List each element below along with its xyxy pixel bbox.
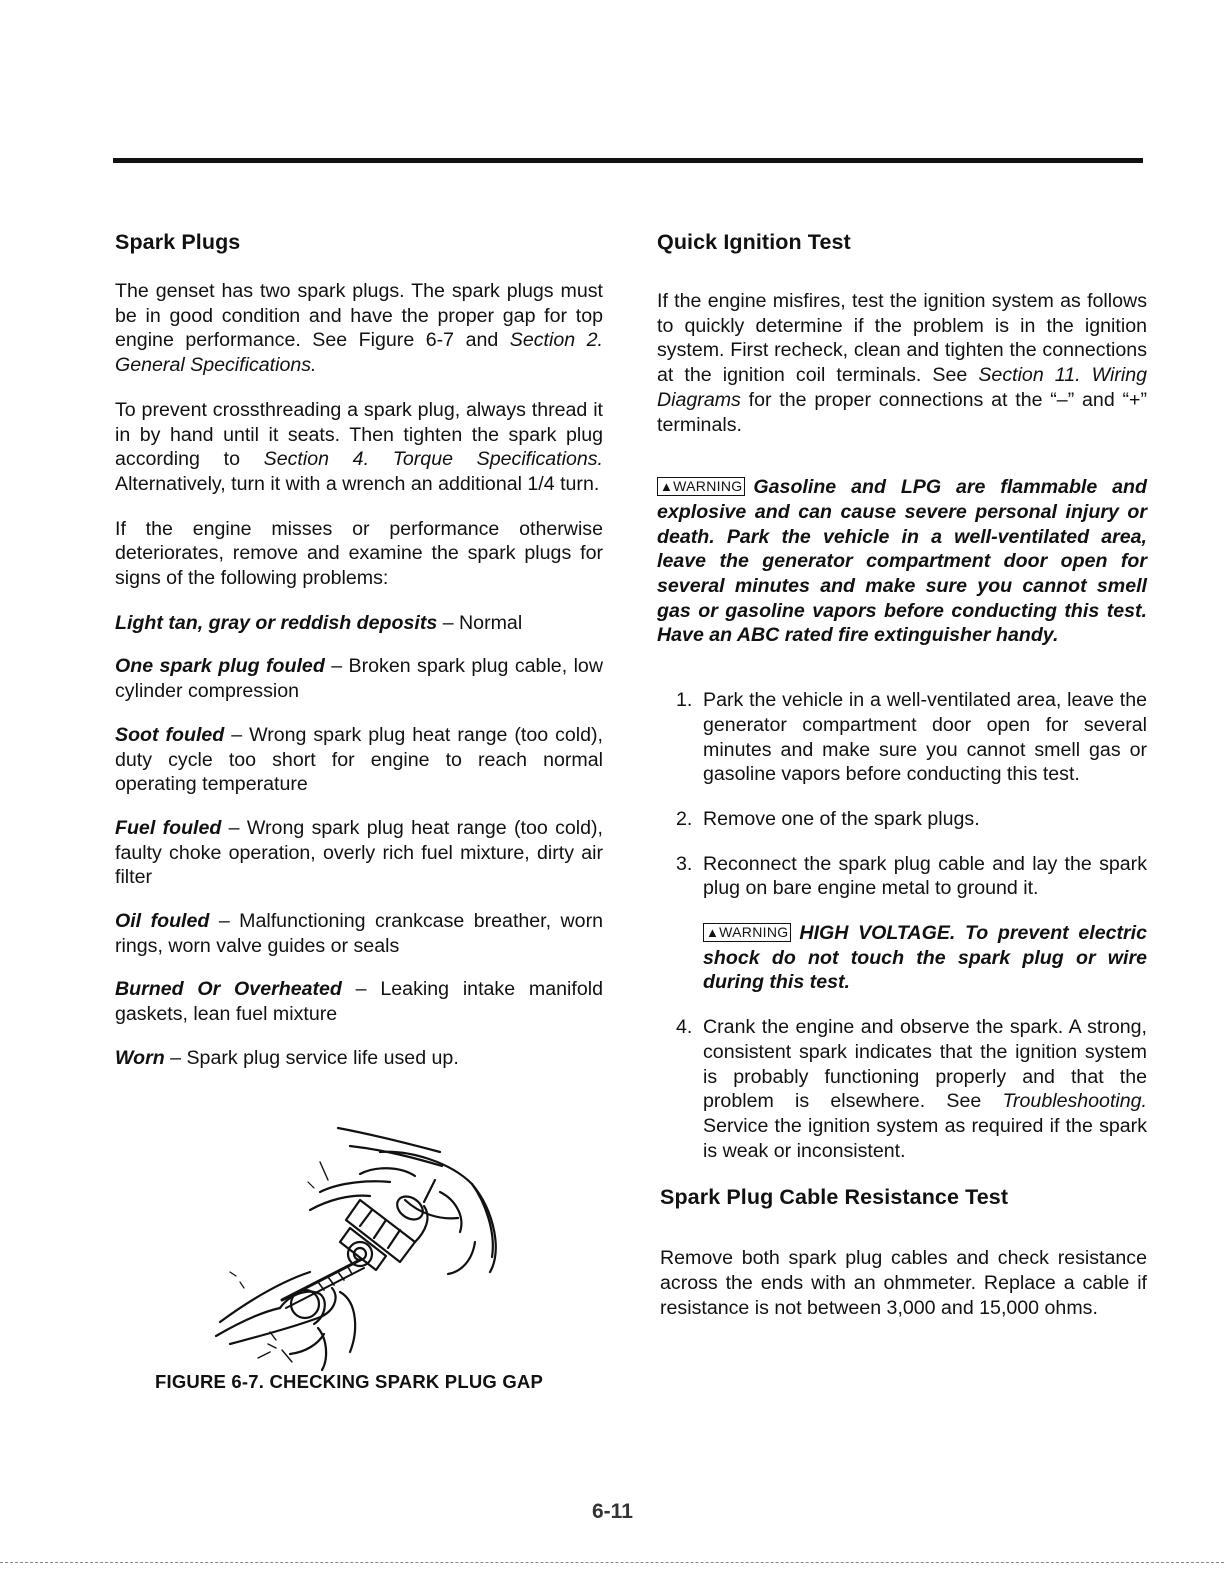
test-steps-list-continued (657, 1015, 1147, 1163)
footer-rule (0, 1562, 1224, 1563)
right-column (657, 230, 1147, 1321)
heading-spark-plugs: Spark Plugs (115, 230, 241, 254)
ref-wiring-diagrams: Section 11. Wiring Diagrams (657, 364, 1148, 411)
condition-one-plug-fouled: One spark plug fouled – Broken spark plug cable, low cylinder compression (115, 655, 603, 703)
condition-soot-fouled: Soot fouled – Wrong spark plug heat range (too cold), duty cycle too short for engine to reach normal operating temperature (115, 723, 604, 796)
heading-cable-resistance-test: Spark Plug Cable Resistance Test (660, 1185, 1009, 1210)
paragraph-crossthreading: To prevent crossthreading a spark plug, always thread it in by hand until it seats. Then tighten the spark plug according to Section 4. Torque Specifications. Alternatively, turn it with a wrench an additional 1/4 turn. (115, 398, 603, 495)
warning-flammable: ▲WARNING Gasoline and LPG are flammable and explosive and can cause severe personal injury or death. Park the vehicle in a well-ventilated area, leave the generator compartment door open for several minutes and make sure you cannot smell gas or gasoline vapors before conducting this test. Have an ABC rated fire extinguisher handy. (657, 476, 1147, 647)
warning-triangle-icon: ▲ (660, 479, 674, 495)
condition-fuel-fouled: Fuel fouled – Wrong spark plug heat range (too cold), faulty choke operation, overly rich fuel mixture, dirty air filter (115, 816, 604, 889)
heading-quick-ignition-test: Quick Ignition Test (657, 230, 851, 254)
list-item: 4. Crank the engine and observe the spark. A strong, consistent spark indicates that the ignition system is probably functioning properly and that the problem is elsewhere. See Troubleshooting. Service the ignition system as required if the spark is weak or inconsistent. (676, 1016, 1147, 1162)
test-steps-list (657, 688, 1147, 901)
paragraph-intro: The genset has two spark plugs. The spark plugs must be in good condition and have the proper gap for top engine performance. See Figure 6-7 and Section 2. General Specifications. (115, 280, 603, 377)
condition-worn: Worn – Spark plug service life used up. (115, 1046, 459, 1069)
condition-normal: Light tan, gray or reddish deposits – Normal (115, 611, 523, 634)
condition-term: Worn (115, 1046, 165, 1069)
condition-burned-overheated: Burned Or Overheated – Leaking intake manifold gaskets, lean fuel mixture (115, 978, 603, 1026)
condition-term: Burned Or Overheated (115, 978, 342, 1001)
ref-torque-specifications: Section 4. Torque Specifications. (263, 448, 603, 471)
list-item: 3. Reconnect the spark plug cable and lay the spark plug on bare engine metal to ground it. (676, 852, 1147, 900)
page-number: 6-11 (592, 1500, 633, 1523)
header-rule (113, 158, 1143, 163)
condition-oil-fouled: Oil fouled – Malfunctioning crankcase breather, worn rings, worn valve guides or seals (115, 910, 603, 957)
paragraph-misfire: If the engine misfires, test the ignition system as follows to quickly determine if the problem is in the ignition system. First recheck, clean and tighten the connections at the ignition coil terminals. See Section 11. Wiring Diagrams for the proper connections at the “–” and “+” terminals. (657, 290, 1148, 436)
list-item: 1. Park the vehicle in a well-ventilated area, leave the generator compartment door open for several minutes and make sure you cannot smell gas or gasoline vapors before conducting this test. (676, 689, 1147, 786)
paragraph-cable-resistance: Remove both spark plug cables and check resistance across the ends with an ohmmeter. Replace a cable if resistance is not between 3,000 and 15,000 ohms. (660, 1247, 1147, 1319)
condition-term: One spark plug fouled (115, 655, 325, 678)
spark-plug-gap-illustration (210, 1122, 510, 1372)
condition-term: Light tan, gray or reddish deposits (115, 611, 438, 634)
warning-label: ▲WARNING (703, 923, 791, 942)
ref-general-specifications: Section 2. General Specifications. (115, 329, 603, 377)
list-item: 2. Remove one of the spark plugs. (676, 807, 980, 830)
left-column (115, 230, 603, 1071)
paragraph-examine: If the engine misses or performance otherwise deteriorates, remove and examine the spark plugs for signs of the following problems: (115, 517, 603, 590)
condition-term: Oil fouled (115, 910, 210, 933)
condition-term: Soot fouled (115, 723, 225, 746)
warning-label: ▲WARNING (657, 477, 745, 496)
condition-term: Fuel fouled (115, 816, 222, 839)
ref-troubleshooting: Troubleshooting. (1002, 1090, 1147, 1113)
warning-triangle-icon: ▲ (706, 925, 720, 941)
warning-high-voltage: ▲WARNING HIGH VOLTAGE. To prevent electric shock do not touch the spark plug or wire during this test. (703, 922, 1147, 994)
figure-caption: FIGURE 6-7. CHECKING SPARK PLUG GAP (155, 1371, 544, 1392)
